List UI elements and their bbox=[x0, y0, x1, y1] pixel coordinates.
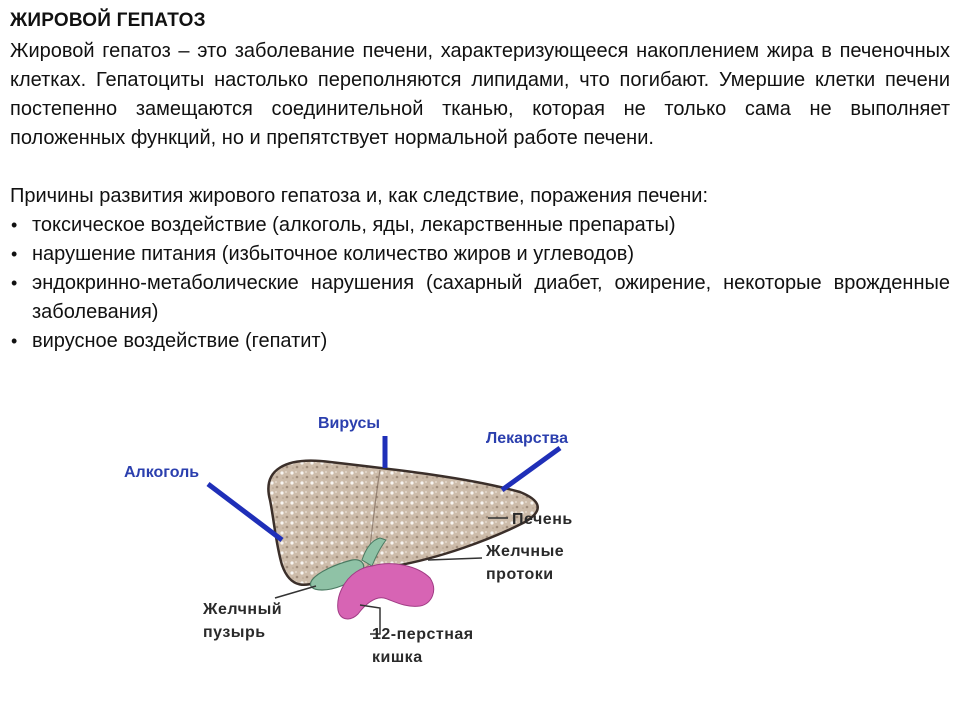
bullet-icon: • bbox=[11, 273, 18, 293]
list-item bbox=[10, 211, 950, 240]
slide-title: ЖИРОВОЙ ГЕПАТОЗ bbox=[10, 10, 206, 31]
label-duodenum-line1: 12-перстная bbox=[372, 626, 474, 643]
bullet-icon: • bbox=[11, 215, 18, 235]
gallbladder-pointer bbox=[275, 586, 316, 598]
liver-diagram bbox=[0, 380, 960, 720]
label-bile-ducts-line1: Желчные bbox=[486, 543, 565, 560]
label-bile-ducts-line2: протоки bbox=[486, 566, 554, 583]
bullet-icon: • bbox=[11, 331, 18, 351]
list-item-text: эндокринно-метаболические нарушения (сахарный диабет, ожирение, некоторые врожденные заболевания) bbox=[32, 272, 950, 323]
list-item-text: нарушение питания (избыточное количество жиров и углеводов) bbox=[32, 243, 635, 265]
list-item-text: токсическое воздействие (алкоголь, яды, лекарственные препараты) bbox=[32, 214, 676, 236]
label-viruses: Вирусы bbox=[318, 415, 381, 432]
definition-paragraph: Жировой гепатоз – это заболевание печени, характеризующееся накоплением жира в печеночных клетках. Гепатоциты настолько переполняются липидами, что погибают. Умершие клетки печени постепенно замещаются соединительной тканью, которая не только сама не выполняет положенных функций, но и препятствует нормальной работе печени. bbox=[10, 40, 950, 149]
label-gallbladder-line1: Желчный bbox=[203, 601, 283, 618]
list-item bbox=[10, 269, 950, 327]
list-item-text: вирусное воздействие (гепатит) bbox=[32, 330, 328, 352]
bile-ducts-pointer bbox=[428, 558, 482, 560]
drugs-arrow bbox=[502, 448, 560, 490]
label-gallbladder-line2: пузырь bbox=[203, 624, 266, 641]
label-drugs: Лекарства bbox=[486, 430, 569, 447]
list-item bbox=[10, 240, 950, 269]
label-duodenum-line2: кишка bbox=[372, 649, 423, 666]
causes-heading: Причины развития жирового гепатоза и, как следствие, поражения печени: bbox=[10, 185, 709, 207]
bullet-icon: • bbox=[11, 244, 18, 264]
list-item bbox=[10, 327, 950, 356]
causes-list bbox=[10, 211, 950, 356]
label-alcohol: Алкоголь bbox=[124, 464, 200, 481]
label-liver: Печень bbox=[512, 511, 573, 528]
